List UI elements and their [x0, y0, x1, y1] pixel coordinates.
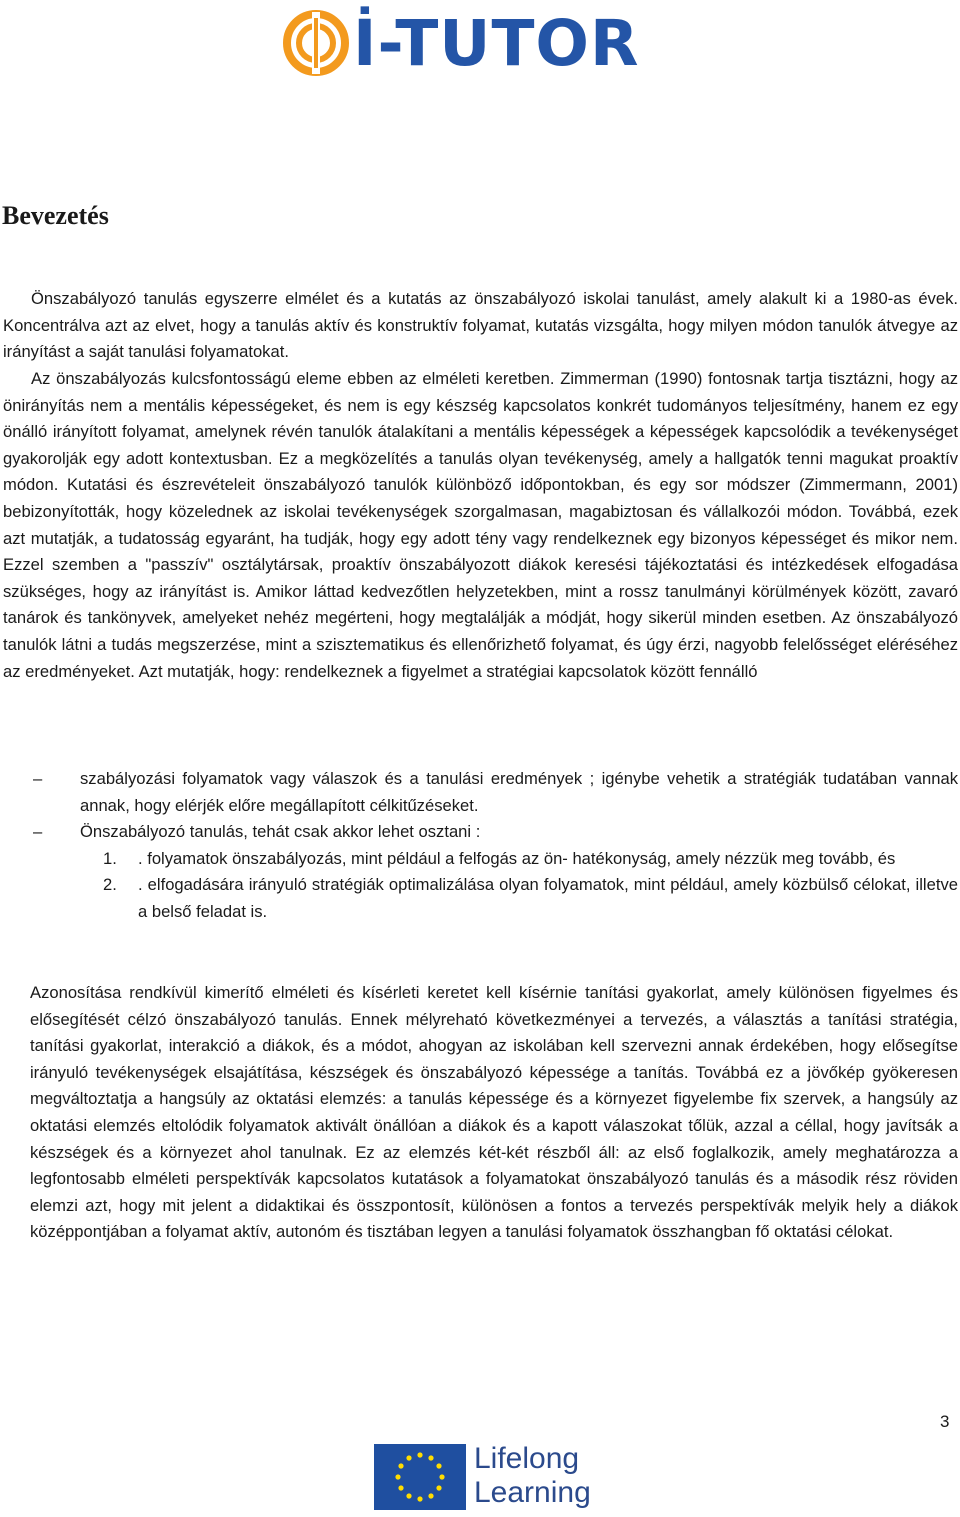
- footer-line-1: Lifelong: [474, 1442, 580, 1475]
- list-item-text: Önszabályozó tanulás, tehát csak akkor lehet osztani :: [80, 822, 481, 842]
- dash-marker: –: [33, 769, 43, 788]
- logo-text: İ-TUTOR: [353, 7, 640, 80]
- paragraph-1-block: [3, 286, 958, 366]
- list-item-text: szabályozási folyamatok vagy válaszok és a tanulási eredmények ; igénybe vehetik a stratégiák tudatában vannak annak, hogy elérjék előre megállapított célkitűzéseket.: [80, 769, 958, 815]
- list-item: [3, 766, 958, 819]
- list-item: [3, 819, 958, 846]
- i-tutor-logo: [283, 2, 678, 88]
- footer-line-2: Learning: [474, 1476, 591, 1509]
- bullet-list: [3, 766, 958, 926]
- number-marker: 1.: [103, 848, 117, 868]
- paragraph-1: Önszabályozó tanulás egyszerre elmélet és a kutatás az önszabályozó iskolai tanulást, amely alakult ki a 1980-as évek. Koncentrálva azt az elvet, hogy a tanulás aktív és konstruktív folyamat, kutatás vizsgálta, hogy milyen módon tanulók átvegye az irányítást a saját tanulási folyamatokat.: [3, 289, 958, 362]
- i-tutor-emblem-icon: [283, 10, 349, 76]
- numbered-item: [3, 846, 958, 873]
- paragraph-2: Az önszabályozás kulcsfontosságú eleme ebben az elméleti keretben. Zimmerman (1990) fontosnak tartja tisztázni, hogy az önirányítás nem a mentális képességeket, és nem is egy készség kapcsolatos konkrét tudományos teljesítmény, hanem ez egy önálló irányított folyamat, amelynek révén tanulók átalakítani a mentális képességek a képességek kapcsolódik a tevékenységet gyakorolják egy adott kontextusban. Ez a megközelítés a tanulás olyan tevékenység, amely a hallgatók tenni magukat proaktív módon. Kutatási és észrevételeit önszabályozó tanulók különböző időpontokban, és egy sor módszer (Zimmermann, 2001) bebizonyították, hogy közelednek az iskolai tevékenységek szorgalmasan, magabiztosan és vállalkozói módon. Továbbá, ezek azt mutatják, a tudatosság egyaránt, ha tudják, hogy egy adott tény vagy rendelkeznek egy bizonyos képességet és mikor nem. Ezzel szemben a "passzív" osztálytársak, proaktív önszabályozott diákok keresési tájékoztatási és intézkedések elfogadása szükséges, hogy az irányítást is. Amikor láttad kedvezőtlen helyzetekben, mint a rossz tanulmányi körülmények között, zavaró tanárok és tankönyvek, amelyeket nehéz megérteni, hogy megtalálják a módját, hogy sikerül minden esetben. Az önszabályozó tanulók látni a tudás megszerzése, mint a szisztematikus és ellenőrizhető folyamat, és úgy érzi, nagyobb felelősséget eléréséhez az eredményeket. Azt mutatják, hogy: rendelkeznek a figyelmet a stratégiai kapcsolatok között fennálló: [3, 369, 958, 681]
- numbered-item-text: . elfogadására irányuló stratégiák optimalizálása olyan folyamatok, mint például, amely közbülső célokat, illetve a belső feladat is.: [138, 875, 958, 921]
- page-number: 3: [940, 1412, 950, 1431]
- eu-flag-icon: [374, 1444, 466, 1510]
- paragraph-3: Azonosítása rendkívül kimerítő elméleti és kísérleti keretet kell kísérnie tanítási gyakorlat, amely különösen figyelmes és elősegítését célzó önszabályozó tanulás. Ennek mélyreható következményei a tervezés, a választás a tanítási stratégia, tanítási gyakorlat, interakció a diákok, és a módot, ahogyan az iskolában kell szervezni annak érdekében, hogy elősegítse irányuló tevékenységek elsajátítása, készségek és önszabályozó képessége a tanítás. Továbbá ez a jövőkép gyökeresen megváltoztatja a hangsúly az oktatási elemzés: a tanulás képessége és a környezet figyelembe fix szervek, a hangsúly az oktatási elemzés eltolódik folyamatok aktivált önállóan a diákok és a kapott válaszokat tőlük, azzal a céllal, hogy javítsák a készségek és a környezet ahol tanulnak. Ez az elemzés két-két részből áll: az első foglalkozik, amely meghatározza a legfontosabb elméleti perspektívák kapcsolatos kutatások a folyamatokat önszabályozó tanulás és a második rész röviden elemzi azt, hogy mit jelent a didaktikai és összpontosít, különösen a fontos a tervezés perspektívák melyik hely a diákok középpontjában a folyamat aktív, autonóm és tisztában legyen a tanulási folyamatok összhangban fő oktatási célokat.: [30, 983, 958, 1242]
- numbered-item-text: . folyamatok önszabályozás, mint például a felfogás az ön- hatékonyság, amely nézzük meg tovább, és: [138, 848, 896, 868]
- numbered-item: [3, 872, 958, 925]
- paragraph-2-block: [3, 366, 958, 685]
- section-heading: Bevezetés: [2, 201, 109, 230]
- dash-marker: –: [33, 822, 43, 842]
- footer-text: [474, 1442, 591, 1510]
- lifelong-learning-logo: [374, 1442, 594, 1514]
- number-marker: 2.: [103, 875, 117, 895]
